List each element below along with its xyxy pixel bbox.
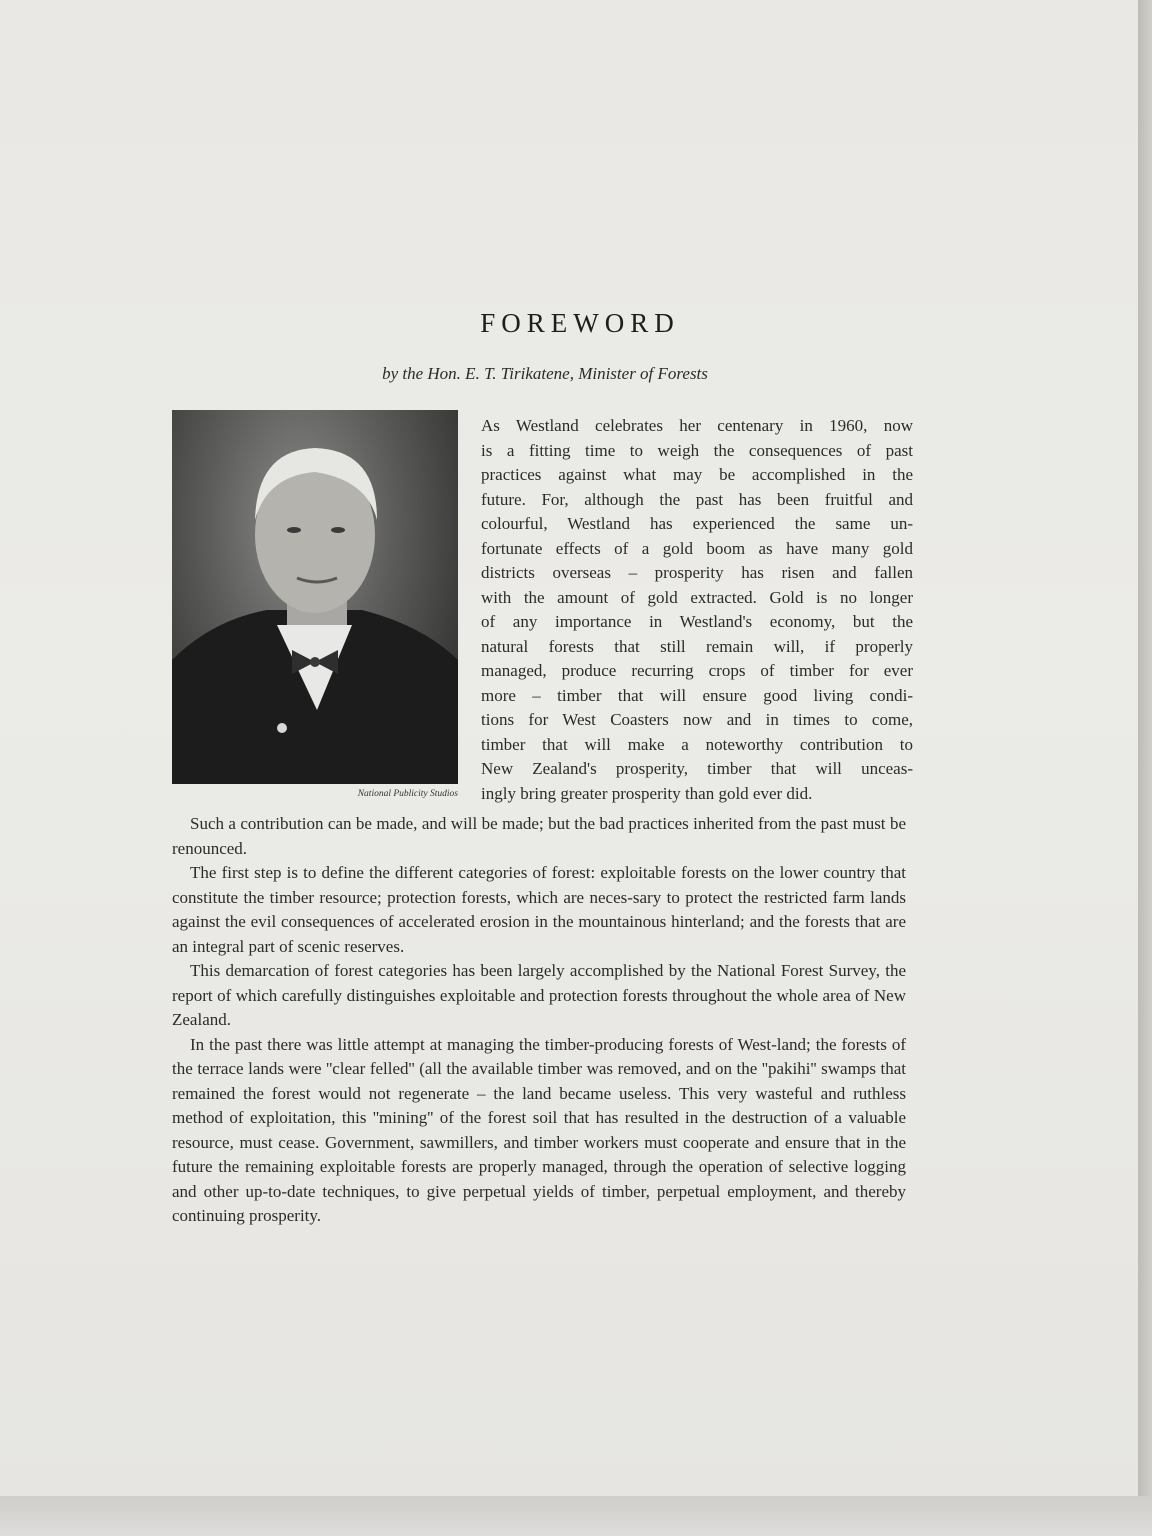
text-line: districts overseas – prosperity has risen and fallen [481, 563, 913, 582]
paragraph: Such a contribution can be made, and will be made; but the bad practices inherited from the past must be renounced. [172, 814, 906, 858]
text-line: timber that will make a noteworthy contribution to [481, 734, 913, 754]
text-line: future. For, although the past has been fruitful and [481, 489, 913, 509]
text-line: is a fitting time to weigh the consequences of past [481, 440, 913, 460]
portrait-photo [172, 410, 458, 784]
paragraph: This demarcation of forest categories has been largely accomplished by the National Forest Survey, the report of which carefully distinguishes exploitable and protection forests throughout the whole area of New Zealand. [172, 961, 906, 1029]
page-bottom-edge [0, 1496, 1152, 1536]
text-line: As Westland celebrates her centenary in 1960, now [481, 416, 913, 435]
paragraph: In the past there was little attempt at managing the timber-producing forests of West-land; the forests of the terrace lands were ''clear felled'' (all the available timber was removed, and on the ''pakihi'' swamps that remained the forest would not regenerate – the land became useless. This very wasteful and ruthless method of exploitation, this ''mining'' of the forest soil that has resulted in the destruction of a valuable resource, must cease. Government, sawmillers, and timber workers must cooperate and ensure that in the future the remaining exploitable forests are properly managed, through the operation of selective logging and other up-to-date techniques, to give perpetual yields of timber, perpetual employment, and thereby continuing prosperity. [172, 1034, 906, 1225]
text-line: more – timber that will ensure good living condi- [481, 685, 913, 705]
text-line: tions for West Coasters now and in times to come, [481, 710, 913, 729]
text-line: managed, produce recurring crops of timber for ever [481, 661, 913, 680]
text-line: of any importance in Westland's economy, but the [481, 612, 913, 631]
page-edge [1138, 0, 1152, 1536]
photo-credit: National Publicity Studios [357, 789, 458, 799]
byline: by the Hon. E. T. Tirikatene, Minister of Forests [382, 364, 708, 383]
body-text [172, 812, 906, 1229]
text-line: colourful, Westland has experienced the same un- [481, 514, 913, 533]
text-line: New Zealand's prosperity, timber that will unceas- [481, 759, 913, 778]
paragraph: The first step is to define the different categories of forest: exploitable forests on the lower country that constitute the timber resource; protection forests, which are neces-sary to protect the restricted farm lands against the evil consequences of accelerated erosion in the mountainous hinterland; and the forests that are an integral part of scenic reserves. [172, 863, 906, 956]
text-line: ingly bring greater prosperity than gold ever did. [481, 783, 813, 803]
intro-column [481, 414, 913, 806]
text-line: fortunate effects of a gold boom as have many gold [481, 538, 913, 558]
text-line: practices against what may be accomplished in the [481, 465, 913, 484]
text-line: natural forests that still remain will, if properly [481, 636, 913, 656]
text-line: with the amount of gold extracted. Gold is no longer [481, 587, 913, 607]
page-title: FOREWORD [480, 308, 680, 338]
